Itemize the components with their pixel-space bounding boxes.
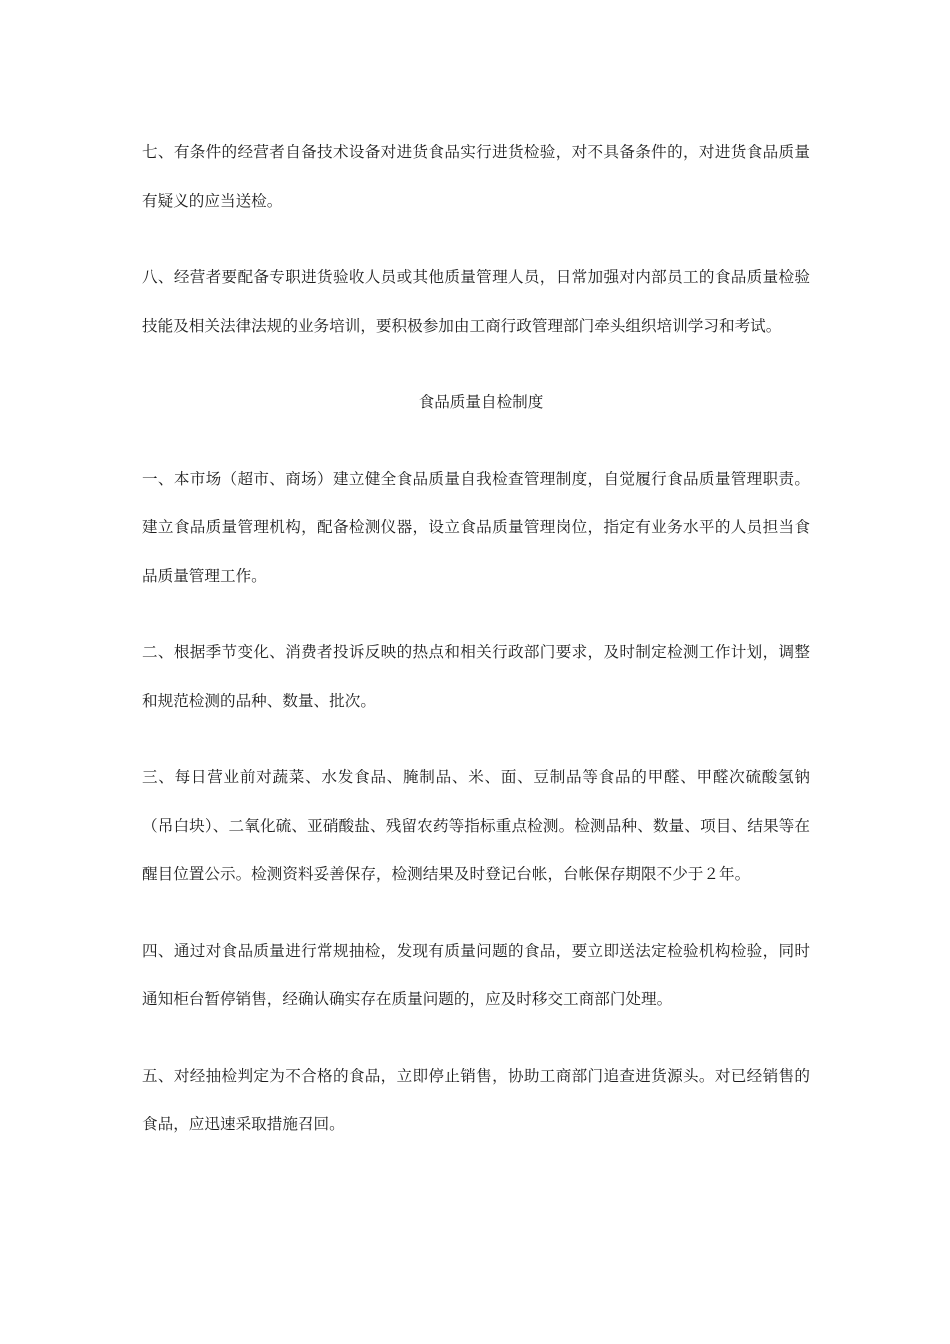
paragraph-5: 五、对经抽检判定为不合格的食品，立即停止销售，协助工商部门追查进货源头。对已经销售的食品，应迅速采取措施召回。 (142, 1066, 810, 1133)
paragraph-7: 七、有条件的经营者自备技术设备对进货食品实行进货检验，对不具备条件的，对进货食品质量有疑义的应当送检。 (142, 143, 810, 210)
document-body (142, 128, 810, 1177)
paragraph-8: 八、经营者要配备专职进货验收人员或其他质量管理人员，日常加强对内部员工的食品质量检验技能及相关法律法规的业务培训，要积极参加由工商行政管理部门牵头组织培训学习和考试。 (142, 268, 810, 335)
paragraph-2: 二、根据季节变化、消费者投诉反映的热点和相关行政部门要求，及时制定检测工作计划，调整和规范检测的品种、数量、批次。 (142, 643, 810, 710)
section-heading: 食品质量自检制度 (418, 393, 544, 411)
paragraph-1: 一、本市场（超市、商场）建立健全食品质量自我检查管理制度，自觉履行食品质量管理职责。建立食品质量管理机构，配备检测仪器，设立食品质量管理岗位，指定有业务水平的人员担当食品质量管理工作。 (142, 469, 810, 585)
paragraph-3: 三、每日营业前对蔬菜、水发食品、腌制品、米、面、豆制品等食品的甲醛、甲醛次硫酸氢钠（吊白块）、二氧化硫、亚硝酸盐、残留农药等指标重点检测。检测品种、数量、项目、结果等在醒目位置公示。检测资料妥善保存，检测结果及时登记台帐，台帐保存期限不少于２年。 (142, 768, 810, 883)
paragraph-4: 四、通过对食品质量进行常规抽检，发现有质量问题的食品，要立即送法定检验机构检验，同时通知柜台暂停销售，经确认确实存在质量问题的，应及时移交工商部门处理。 (142, 941, 810, 1008)
